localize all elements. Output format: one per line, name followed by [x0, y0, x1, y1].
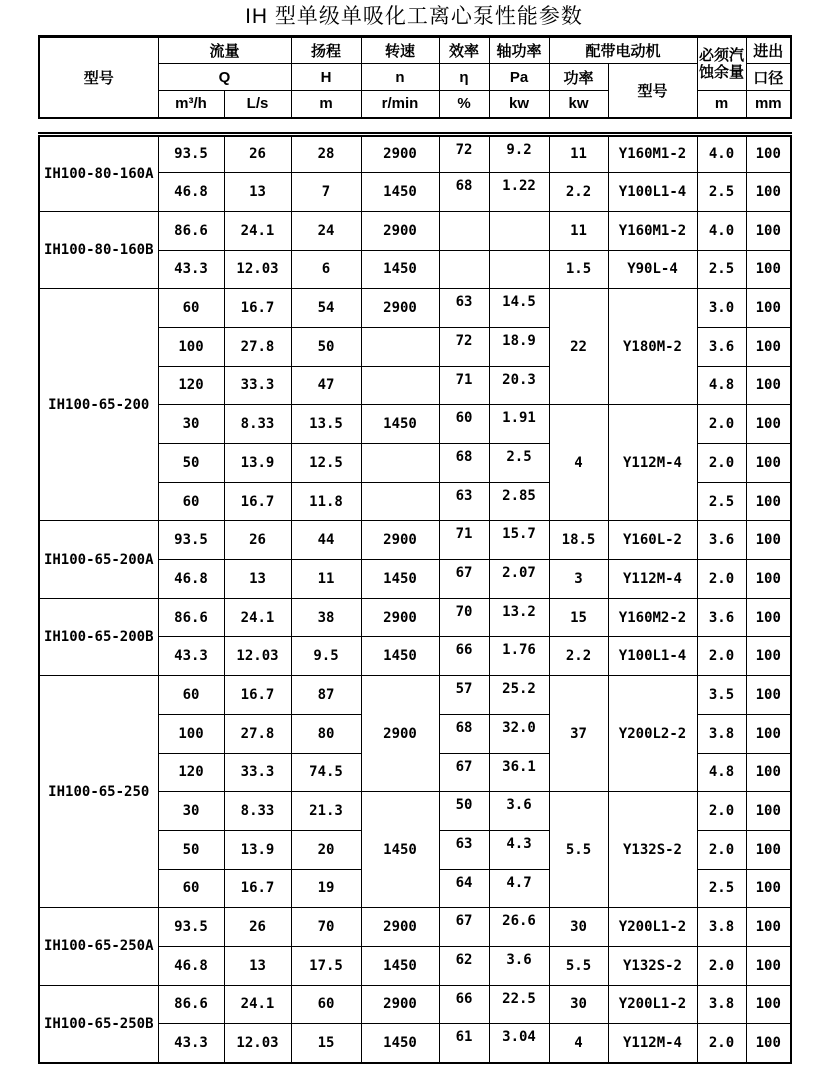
flow-m3h-cell: 60: [158, 869, 224, 908]
speed-cell: 1450: [361, 637, 439, 676]
header-npsh-line2: 蚀余量: [699, 64, 745, 81]
speed-cell: 1450: [361, 792, 439, 908]
efficiency-cell: [439, 211, 489, 250]
diameter-cell: 100: [746, 908, 791, 947]
speed-cell: 2900: [361, 134, 439, 173]
flow-ls-cell: 13: [224, 173, 291, 212]
header-shaft-power-unit: kw: [489, 91, 549, 118]
header-model: 型号: [39, 37, 158, 118]
flow-m3h-cell: 60: [158, 482, 224, 521]
npsh-cell: 2.0: [697, 830, 746, 869]
header-head-symbol: H: [291, 64, 361, 91]
model-cell: IH100-65-250: [39, 676, 158, 908]
head-cell: 47: [291, 366, 361, 405]
efficiency-cell: 68: [439, 444, 489, 483]
motor-power-cell: 5.5: [549, 792, 608, 908]
npsh-cell: 2.5: [697, 869, 746, 908]
header-diameter-line2: 口径: [746, 64, 791, 91]
npsh-cell: 4.0: [697, 134, 746, 173]
head-cell: 60: [291, 985, 361, 1024]
flow-m3h-cell: 60: [158, 289, 224, 328]
motor-model-cell: Y160M2-2: [608, 598, 697, 637]
flow-m3h-cell: 93.5: [158, 908, 224, 947]
flow-ls-cell: 24.1: [224, 211, 291, 250]
diameter-cell: 100: [746, 637, 791, 676]
npsh-cell: 3.8: [697, 908, 746, 947]
head-cell: 13.5: [291, 405, 361, 444]
flow-ls-cell: 16.7: [224, 482, 291, 521]
flow-m3h-cell: 93.5: [158, 134, 224, 173]
flow-ls-cell: 13: [224, 946, 291, 985]
motor-model-cell: Y112M-4: [608, 1024, 697, 1063]
motor-power-cell: 11: [549, 134, 608, 173]
head-cell: 9.5: [291, 637, 361, 676]
shaft-power-cell: 2.5: [489, 444, 549, 483]
header-shaft-power: 轴功率: [489, 37, 549, 64]
shaft-power-cell: 3.6: [489, 792, 549, 831]
speed-cell: 1450: [361, 1024, 439, 1063]
npsh-cell: 2.0: [697, 946, 746, 985]
diameter-cell: 100: [746, 676, 791, 715]
flow-m3h-cell: 93.5: [158, 521, 224, 560]
npsh-cell: 2.0: [697, 792, 746, 831]
table-row: [39, 521, 791, 560]
flow-m3h-cell: 43.3: [158, 1024, 224, 1063]
model-cell: IH100-65-250A: [39, 908, 158, 985]
diameter-cell: 100: [746, 521, 791, 560]
npsh-cell: 2.0: [697, 637, 746, 676]
motor-model-cell: Y180M-2: [608, 289, 697, 405]
model-cell: IH100-65-200A: [39, 521, 158, 598]
npsh-cell: 2.0: [697, 405, 746, 444]
diameter-cell: 100: [746, 173, 791, 212]
flow-m3h-cell: 86.6: [158, 211, 224, 250]
flow-ls-cell: 16.7: [224, 869, 291, 908]
motor-power-cell: 4: [549, 405, 608, 521]
header-efficiency-symbol: η: [439, 64, 489, 91]
efficiency-cell: 61: [439, 1024, 489, 1063]
speed-cell: 2900: [361, 211, 439, 250]
head-cell: 20: [291, 830, 361, 869]
shaft-power-cell: 1.76: [489, 637, 549, 676]
table-row: [39, 676, 791, 715]
speed-cell: 2900: [361, 598, 439, 637]
flow-m3h-cell: 46.8: [158, 173, 224, 212]
speed-cell: 2900: [361, 521, 439, 560]
efficiency-cell: 67: [439, 753, 489, 792]
motor-power-cell: 30: [549, 908, 608, 947]
shaft-power-cell: 14.5: [489, 289, 549, 328]
flow-ls-cell: 24.1: [224, 598, 291, 637]
efficiency-cell: 71: [439, 521, 489, 560]
speed-cell: 1450: [361, 405, 439, 444]
head-cell: 54: [291, 289, 361, 328]
header-efficiency: 效率: [439, 37, 489, 64]
speed-cell: 2900: [361, 908, 439, 947]
head-cell: 17.5: [291, 946, 361, 985]
flow-m3h-cell: 43.3: [158, 637, 224, 676]
efficiency-cell: 66: [439, 985, 489, 1024]
npsh-cell: 4.0: [697, 211, 746, 250]
table-row: [39, 289, 791, 328]
diameter-cell: 100: [746, 444, 791, 483]
speed-cell: 1450: [361, 173, 439, 212]
header-npsh: [697, 37, 746, 91]
efficiency-cell: 71: [439, 366, 489, 405]
flow-ls-cell: 33.3: [224, 366, 291, 405]
header-diameter-unit: mm: [746, 91, 791, 118]
shaft-power-cell: 3.6: [489, 946, 549, 985]
npsh-cell: 3.8: [697, 714, 746, 753]
efficiency-cell: 62: [439, 946, 489, 985]
header-flow-unit-ls: L/s: [224, 91, 291, 118]
efficiency-cell: 63: [439, 289, 489, 328]
head-cell: 19: [291, 869, 361, 908]
npsh-cell: 2.0: [697, 444, 746, 483]
table-row: [39, 134, 791, 173]
diameter-cell: 100: [746, 985, 791, 1024]
shaft-power-cell: 13.2: [489, 598, 549, 637]
speed-cell: [361, 366, 439, 405]
flow-ls-cell: 12.03: [224, 250, 291, 289]
flow-m3h-cell: 50: [158, 444, 224, 483]
npsh-cell: 3.8: [697, 985, 746, 1024]
head-cell: 11.8: [291, 482, 361, 521]
npsh-cell: 2.0: [697, 1024, 746, 1063]
flow-m3h-cell: 100: [158, 714, 224, 753]
motor-power-cell: 2.2: [549, 173, 608, 212]
motor-model-cell: Y200L1-2: [608, 908, 697, 947]
npsh-cell: 3.6: [697, 521, 746, 560]
motor-model-cell: Y132S-2: [608, 792, 697, 908]
head-cell: 87: [291, 676, 361, 715]
diameter-cell: 100: [746, 289, 791, 328]
pump-table-header: [38, 35, 792, 119]
diameter-cell: 100: [746, 830, 791, 869]
shaft-power-cell: 25.2: [489, 676, 549, 715]
flow-m3h-cell: 86.6: [158, 985, 224, 1024]
motor-power-cell: 30: [549, 985, 608, 1024]
head-cell: 80: [291, 714, 361, 753]
motor-power-cell: 4: [549, 1024, 608, 1063]
flow-ls-cell: 26: [224, 134, 291, 173]
head-cell: 70: [291, 908, 361, 947]
model-cell: IH100-65-250B: [39, 985, 158, 1062]
table-row: [39, 908, 791, 947]
header-flow-unit-m3h: m³/h: [158, 91, 224, 118]
shaft-power-cell: 2.07: [489, 560, 549, 599]
motor-model-cell: Y132S-2: [608, 946, 697, 985]
shaft-power-cell: [489, 250, 549, 289]
speed-cell: 2900: [361, 676, 439, 792]
efficiency-cell: 70: [439, 598, 489, 637]
efficiency-cell: 63: [439, 830, 489, 869]
shaft-power-cell: 2.85: [489, 482, 549, 521]
head-cell: 21.3: [291, 792, 361, 831]
header-speed-unit: r/min: [361, 91, 439, 118]
head-cell: 15: [291, 1024, 361, 1063]
page-title: IH 型单级单吸化工离心泵性能参数: [245, 5, 583, 28]
efficiency-cell: [439, 250, 489, 289]
diameter-cell: 100: [746, 134, 791, 173]
efficiency-cell: 72: [439, 327, 489, 366]
head-cell: 12.5: [291, 444, 361, 483]
efficiency-cell: 60: [439, 405, 489, 444]
diameter-cell: 100: [746, 211, 791, 250]
speed-cell: [361, 444, 439, 483]
table-row: [39, 985, 791, 1024]
header-motor-model: 型号: [608, 64, 697, 118]
flow-m3h-cell: 30: [158, 405, 224, 444]
flow-m3h-cell: 100: [158, 327, 224, 366]
shaft-power-cell: 18.9: [489, 327, 549, 366]
flow-m3h-cell: 43.3: [158, 250, 224, 289]
speed-cell: [361, 482, 439, 521]
diameter-cell: 100: [746, 482, 791, 521]
head-cell: 50: [291, 327, 361, 366]
flow-ls-cell: 13.9: [224, 830, 291, 869]
npsh-cell: 3.6: [697, 598, 746, 637]
header-npsh-line1: 必须汽: [699, 47, 745, 64]
flow-ls-cell: 8.33: [224, 405, 291, 444]
flow-m3h-cell: 60: [158, 676, 224, 715]
motor-power-cell: 11: [549, 211, 608, 250]
flow-m3h-cell: 46.8: [158, 946, 224, 985]
motor-power-cell: 15: [549, 598, 608, 637]
flow-ls-cell: 26: [224, 521, 291, 560]
head-cell: 44: [291, 521, 361, 560]
flow-m3h-cell: 50: [158, 830, 224, 869]
flow-ls-cell: 26: [224, 908, 291, 947]
flow-m3h-cell: 120: [158, 753, 224, 792]
motor-model-cell: Y160L-2: [608, 521, 697, 560]
motor-power-cell: 18.5: [549, 521, 608, 560]
motor-power-cell: 1.5: [549, 250, 608, 289]
flow-ls-cell: 27.8: [224, 327, 291, 366]
header-shaft-power-symbol: Pa: [489, 64, 549, 91]
flow-ls-cell: 13: [224, 560, 291, 599]
diameter-cell: 100: [746, 366, 791, 405]
efficiency-cell: 64: [439, 869, 489, 908]
npsh-cell: 2.5: [697, 250, 746, 289]
flow-m3h-cell: 86.6: [158, 598, 224, 637]
motor-model-cell: Y160M1-2: [608, 134, 697, 173]
npsh-cell: 2.5: [697, 482, 746, 521]
npsh-cell: 3.6: [697, 327, 746, 366]
header-motor: 配带电动机: [549, 37, 697, 64]
head-cell: 6: [291, 250, 361, 289]
flow-ls-cell: 8.33: [224, 792, 291, 831]
shaft-power-cell: 32.0: [489, 714, 549, 753]
npsh-cell: 4.8: [697, 753, 746, 792]
diameter-cell: 100: [746, 753, 791, 792]
flow-ls-cell: 33.3: [224, 753, 291, 792]
diameter-cell: 100: [746, 327, 791, 366]
speed-cell: [361, 327, 439, 366]
flow-ls-cell: 13.9: [224, 444, 291, 483]
efficiency-cell: 66: [439, 637, 489, 676]
motor-model-cell: Y100L1-4: [608, 637, 697, 676]
flow-ls-cell: 24.1: [224, 985, 291, 1024]
motor-model-cell: Y100L1-4: [608, 173, 697, 212]
diameter-cell: 100: [746, 405, 791, 444]
model-cell: IH100-65-200: [39, 289, 158, 521]
flow-ls-cell: 12.03: [224, 637, 291, 676]
npsh-cell: 4.8: [697, 366, 746, 405]
table-row: [39, 211, 791, 250]
motor-model-cell: Y90L-4: [608, 250, 697, 289]
pump-table-body: [38, 132, 792, 1064]
speed-cell: 1450: [361, 560, 439, 599]
efficiency-cell: 72: [439, 134, 489, 173]
diameter-cell: 100: [746, 560, 791, 599]
shaft-power-cell: 15.7: [489, 521, 549, 560]
speed-cell: 2900: [361, 289, 439, 328]
npsh-cell: 2.5: [697, 173, 746, 212]
header-head: 扬程: [291, 37, 361, 64]
flow-m3h-cell: 46.8: [158, 560, 224, 599]
efficiency-cell: 68: [439, 714, 489, 753]
header-efficiency-unit: %: [439, 91, 489, 118]
header-head-unit: m: [291, 91, 361, 118]
head-cell: 7: [291, 173, 361, 212]
efficiency-cell: 67: [439, 908, 489, 947]
motor-power-cell: 3: [549, 560, 608, 599]
efficiency-cell: 50: [439, 792, 489, 831]
header-speed: 转速: [361, 37, 439, 64]
flow-m3h-cell: 120: [158, 366, 224, 405]
header-motor-power-unit: kw: [549, 91, 608, 118]
header-npsh-unit: m: [697, 91, 746, 118]
shaft-power-cell: 26.6: [489, 908, 549, 947]
motor-model-cell: Y112M-4: [608, 560, 697, 599]
header-speed-symbol: n: [361, 64, 439, 91]
head-cell: 28: [291, 134, 361, 173]
table-row: [39, 598, 791, 637]
model-cell: IH100-80-160B: [39, 211, 158, 288]
shaft-power-cell: 20.3: [489, 366, 549, 405]
flow-ls-cell: 16.7: [224, 676, 291, 715]
header-motor-power: 功率: [549, 64, 608, 91]
motor-power-cell: 22: [549, 289, 608, 405]
pump-table-rows: [39, 134, 791, 1063]
efficiency-cell: 67: [439, 560, 489, 599]
head-cell: 11: [291, 560, 361, 599]
npsh-cell: 3.0: [697, 289, 746, 328]
efficiency-cell: 57: [439, 676, 489, 715]
header-diameter-line1: 进出: [746, 37, 791, 64]
npsh-cell: 2.0: [697, 560, 746, 599]
shaft-power-cell: 22.5: [489, 985, 549, 1024]
speed-cell: 1450: [361, 250, 439, 289]
diameter-cell: 100: [746, 250, 791, 289]
header-flow-symbol: Q: [158, 64, 291, 91]
motor-model-cell: Y200L1-2: [608, 985, 697, 1024]
diameter-cell: 100: [746, 792, 791, 831]
shaft-power-cell: 3.04: [489, 1024, 549, 1063]
shaft-power-cell: [489, 211, 549, 250]
head-cell: 74.5: [291, 753, 361, 792]
shaft-power-cell: 9.2: [489, 134, 549, 173]
motor-model-cell: Y112M-4: [608, 405, 697, 521]
speed-cell: 1450: [361, 946, 439, 985]
motor-power-cell: 2.2: [549, 637, 608, 676]
header-flow: 流量: [158, 37, 291, 64]
head-cell: 38: [291, 598, 361, 637]
motor-model-cell: Y160M1-2: [608, 211, 697, 250]
diameter-cell: 100: [746, 1024, 791, 1063]
diameter-cell: 100: [746, 946, 791, 985]
npsh-cell: 3.5: [697, 676, 746, 715]
model-cell: IH100-65-200B: [39, 598, 158, 675]
diameter-cell: 100: [746, 869, 791, 908]
shaft-power-cell: 36.1: [489, 753, 549, 792]
efficiency-cell: 68: [439, 173, 489, 212]
shaft-power-cell: 4.3: [489, 830, 549, 869]
motor-power-cell: 5.5: [549, 946, 608, 985]
flow-ls-cell: 16.7: [224, 289, 291, 328]
motor-power-cell: 37: [549, 676, 608, 792]
speed-cell: 2900: [361, 985, 439, 1024]
flow-ls-cell: 12.03: [224, 1024, 291, 1063]
head-cell: 24: [291, 211, 361, 250]
flow-ls-cell: 27.8: [224, 714, 291, 753]
efficiency-cell: 63: [439, 482, 489, 521]
flow-m3h-cell: 30: [158, 792, 224, 831]
shaft-power-cell: 1.91: [489, 405, 549, 444]
diameter-cell: 100: [746, 598, 791, 637]
motor-model-cell: Y200L2-2: [608, 676, 697, 792]
shaft-power-cell: 1.22: [489, 173, 549, 212]
diameter-cell: 100: [746, 714, 791, 753]
shaft-power-cell: 4.7: [489, 869, 549, 908]
model-cell: IH100-80-160A: [39, 134, 158, 211]
